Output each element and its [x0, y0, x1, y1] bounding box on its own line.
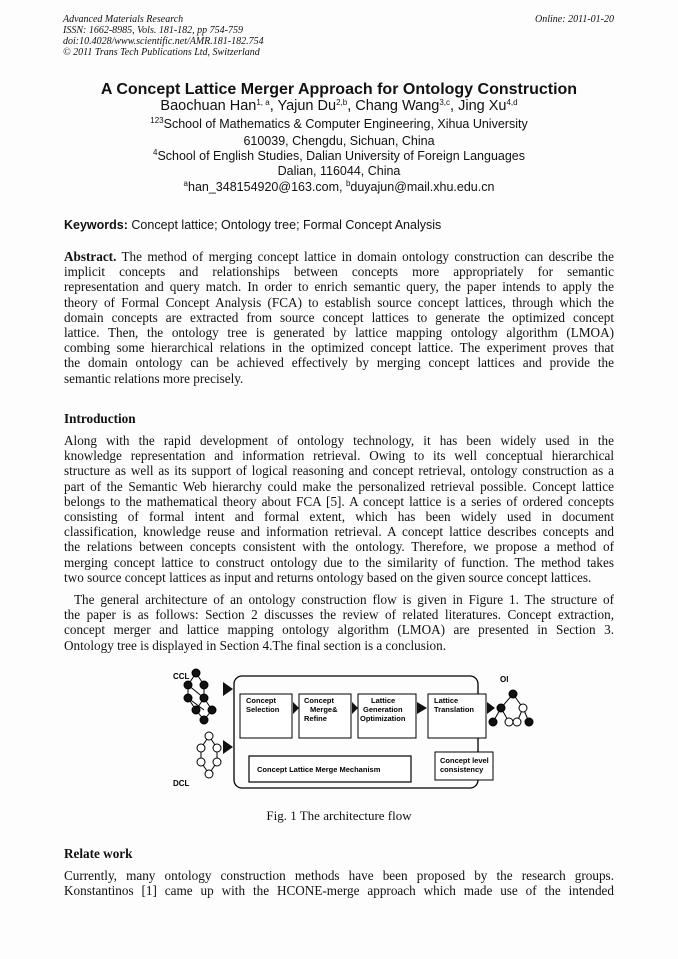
dcl-lattice — [197, 732, 221, 778]
affiliation-1: $^{123}$School of Mathematics & Computer Engineering, Xihua University — [150, 116, 528, 131]
svg-text:Merge&: Merge& — [310, 705, 338, 714]
introduction-paragraph-2: The general architecture of an ontology construction flow is given in Figure 1. The structure of the paper is as follows: Section 2 discusses the review of related literatures. Concept extraction, concept merger and lattice mapping ontology algorithm (LMOA) are presented in Section 3. Ontology tree is displayed in Section 4.The final section is a conclusion. — [64, 592, 614, 653]
ccl-label: CCL — [173, 672, 190, 681]
ol-label: Ol — [500, 675, 509, 684]
author-name: Jing Xu — [458, 98, 507, 114]
author-list: Baochuan Han$^{1, a}$, Yajun Du$^{2,b}$, Chang Wang$^{3,c}$, Jing Xu$^{4,d}$ — [160, 98, 518, 114]
affiliation-2: $^4$School of English Studies, Dalian University of Foreign Languages — [152, 148, 526, 163]
svg-text:Concept: Concept — [304, 696, 334, 705]
keywords-label: Keywords: — [64, 218, 128, 232]
arrow-4 — [487, 702, 495, 714]
svg-text:Concept level: Concept level — [440, 756, 489, 765]
keywords-text: Concept lattice; Ontology tree; Formal Concept Analysis — [131, 218, 442, 232]
level-consistency-box — [435, 752, 493, 780]
affiliation-2-city: Dalian, 116044, China — [277, 164, 401, 178]
author-name: Chang Wang — [355, 98, 440, 114]
input-arrows — [223, 682, 233, 754]
related-work-paragraph: Currently, many ontology construction methods have been proposed by the research groups. Konstantinos [1] came up with the HCONE-merge approach which made use of the intended — [64, 868, 614, 899]
related-work-heading: Relate work — [64, 846, 133, 861]
concept-selection-box — [240, 694, 292, 738]
introduction-heading: Introduction — [64, 411, 136, 426]
journal-header — [63, 14, 264, 58]
svg-text:Lattice: Lattice — [371, 696, 396, 705]
svg-text:Refine: Refine — [304, 714, 327, 723]
abstract-label: Abstract. — [64, 249, 117, 264]
dcl-label: DCL — [173, 779, 190, 788]
figure-caption: Fig. 1 The architecture flow — [266, 808, 412, 823]
concept-merge-box — [299, 694, 351, 738]
arrow-2 — [352, 702, 358, 714]
paper-title: A Concept Lattice Merger Approach for Ontology Construction — [100, 81, 578, 98]
copyright-line: © 2011 Trans Tech Publications Ltd, Switzerland — [63, 47, 260, 58]
issn-line: ISSN: 1662-8985, Vols. 181-182, pp 754-759 — [63, 25, 243, 36]
svg-text:Selection: Selection — [246, 705, 280, 714]
author-name: Yajun Du — [277, 98, 337, 114]
author-emails: $^a$han_348154920@163.com, $^b$duyajun@mail.xhu.edu.cn — [183, 179, 495, 194]
svg-text:consistency: consistency — [440, 765, 484, 774]
svg-text:Generation: Generation — [363, 705, 403, 714]
arrow-3 — [417, 702, 427, 714]
doi-line: doi:10.4028/www.scientific.net/AMR.181-182.754 — [63, 36, 264, 47]
svg-text:Lattice: Lattice — [434, 696, 459, 705]
svg-text:Optimization: Optimization — [360, 714, 406, 723]
svg-text:Concept Lattice Merge Mechanis: Concept Lattice Merge Mechanism — [257, 765, 381, 774]
svg-text:Translation: Translation — [434, 705, 475, 714]
online-date: Online: 2011-01-20 — [535, 14, 614, 25]
author-sup: 4,d — [506, 98, 518, 107]
svg-text:Concept: Concept — [246, 696, 276, 705]
author-sup: 2,b — [336, 98, 348, 107]
ontology-tree — [489, 690, 533, 726]
author-name: Baochuan Han — [160, 98, 257, 114]
journal-name: Advanced Materials Research — [63, 14, 184, 25]
lattice-translation-box — [428, 694, 486, 738]
keywords — [64, 218, 614, 232]
arrow-1 — [293, 702, 299, 714]
abstract: Abstract. The method of merging concept lattice in domain ontology construction can describe the implicit concepts and relationships between concepts more appropriately for semantic representation and query match. In order to enrich semantic query, the paper intends to apply the theory of Formal Concept Analysis (FCA) to establish source concept lattices, through which the domain concepts are extracted from source concept lattices to generate the optimized concept lattice. Then, the ontology tree is generated by lattice mapping ontology algorithm (LMOA) combing some hierarchical relations in the optimized concept lattice. The experiment proves that the domain ontology can be achieved effectively by merging concept lattices and provide the semantic relations more precisely. — [64, 249, 614, 386]
architecture-figure — [165, 668, 535, 798]
author-sup: 3,c — [439, 98, 451, 107]
affiliation-1-city: 610039, Chengdu, Sichuan, China — [243, 134, 435, 148]
merge-mechanism-box — [249, 756, 411, 782]
lattice-generation-box — [358, 694, 416, 738]
author-sup: 1, a — [256, 98, 270, 107]
introduction-paragraph-1: Along with the rapid development of ontology technology, it has been widely used in the knowledge representation and information retrieval. Owing to its well conceptual hierarchical structure as well as its support of logical reasoning and concept retrieval, ontology construction as a part of the Semantic Web hierarchy could make the personalized retrieval possible. Concept lattice belongs to the mathematical theory about FCA [5]. A concept lattice is a series of ordered concepts consisting of formal intent and formal extent, which has been widely used in document classification, knowledge reuse and information retrieval. A concept lattice describes concepts and the relations between concepts consistent with the ontology. Therefore, we propose a method of merging concept lattice to construct ontology due to the similarity of function. The method takes two source concept lattices as input and returns ontology based on the given source concept lattices. — [64, 433, 614, 585]
